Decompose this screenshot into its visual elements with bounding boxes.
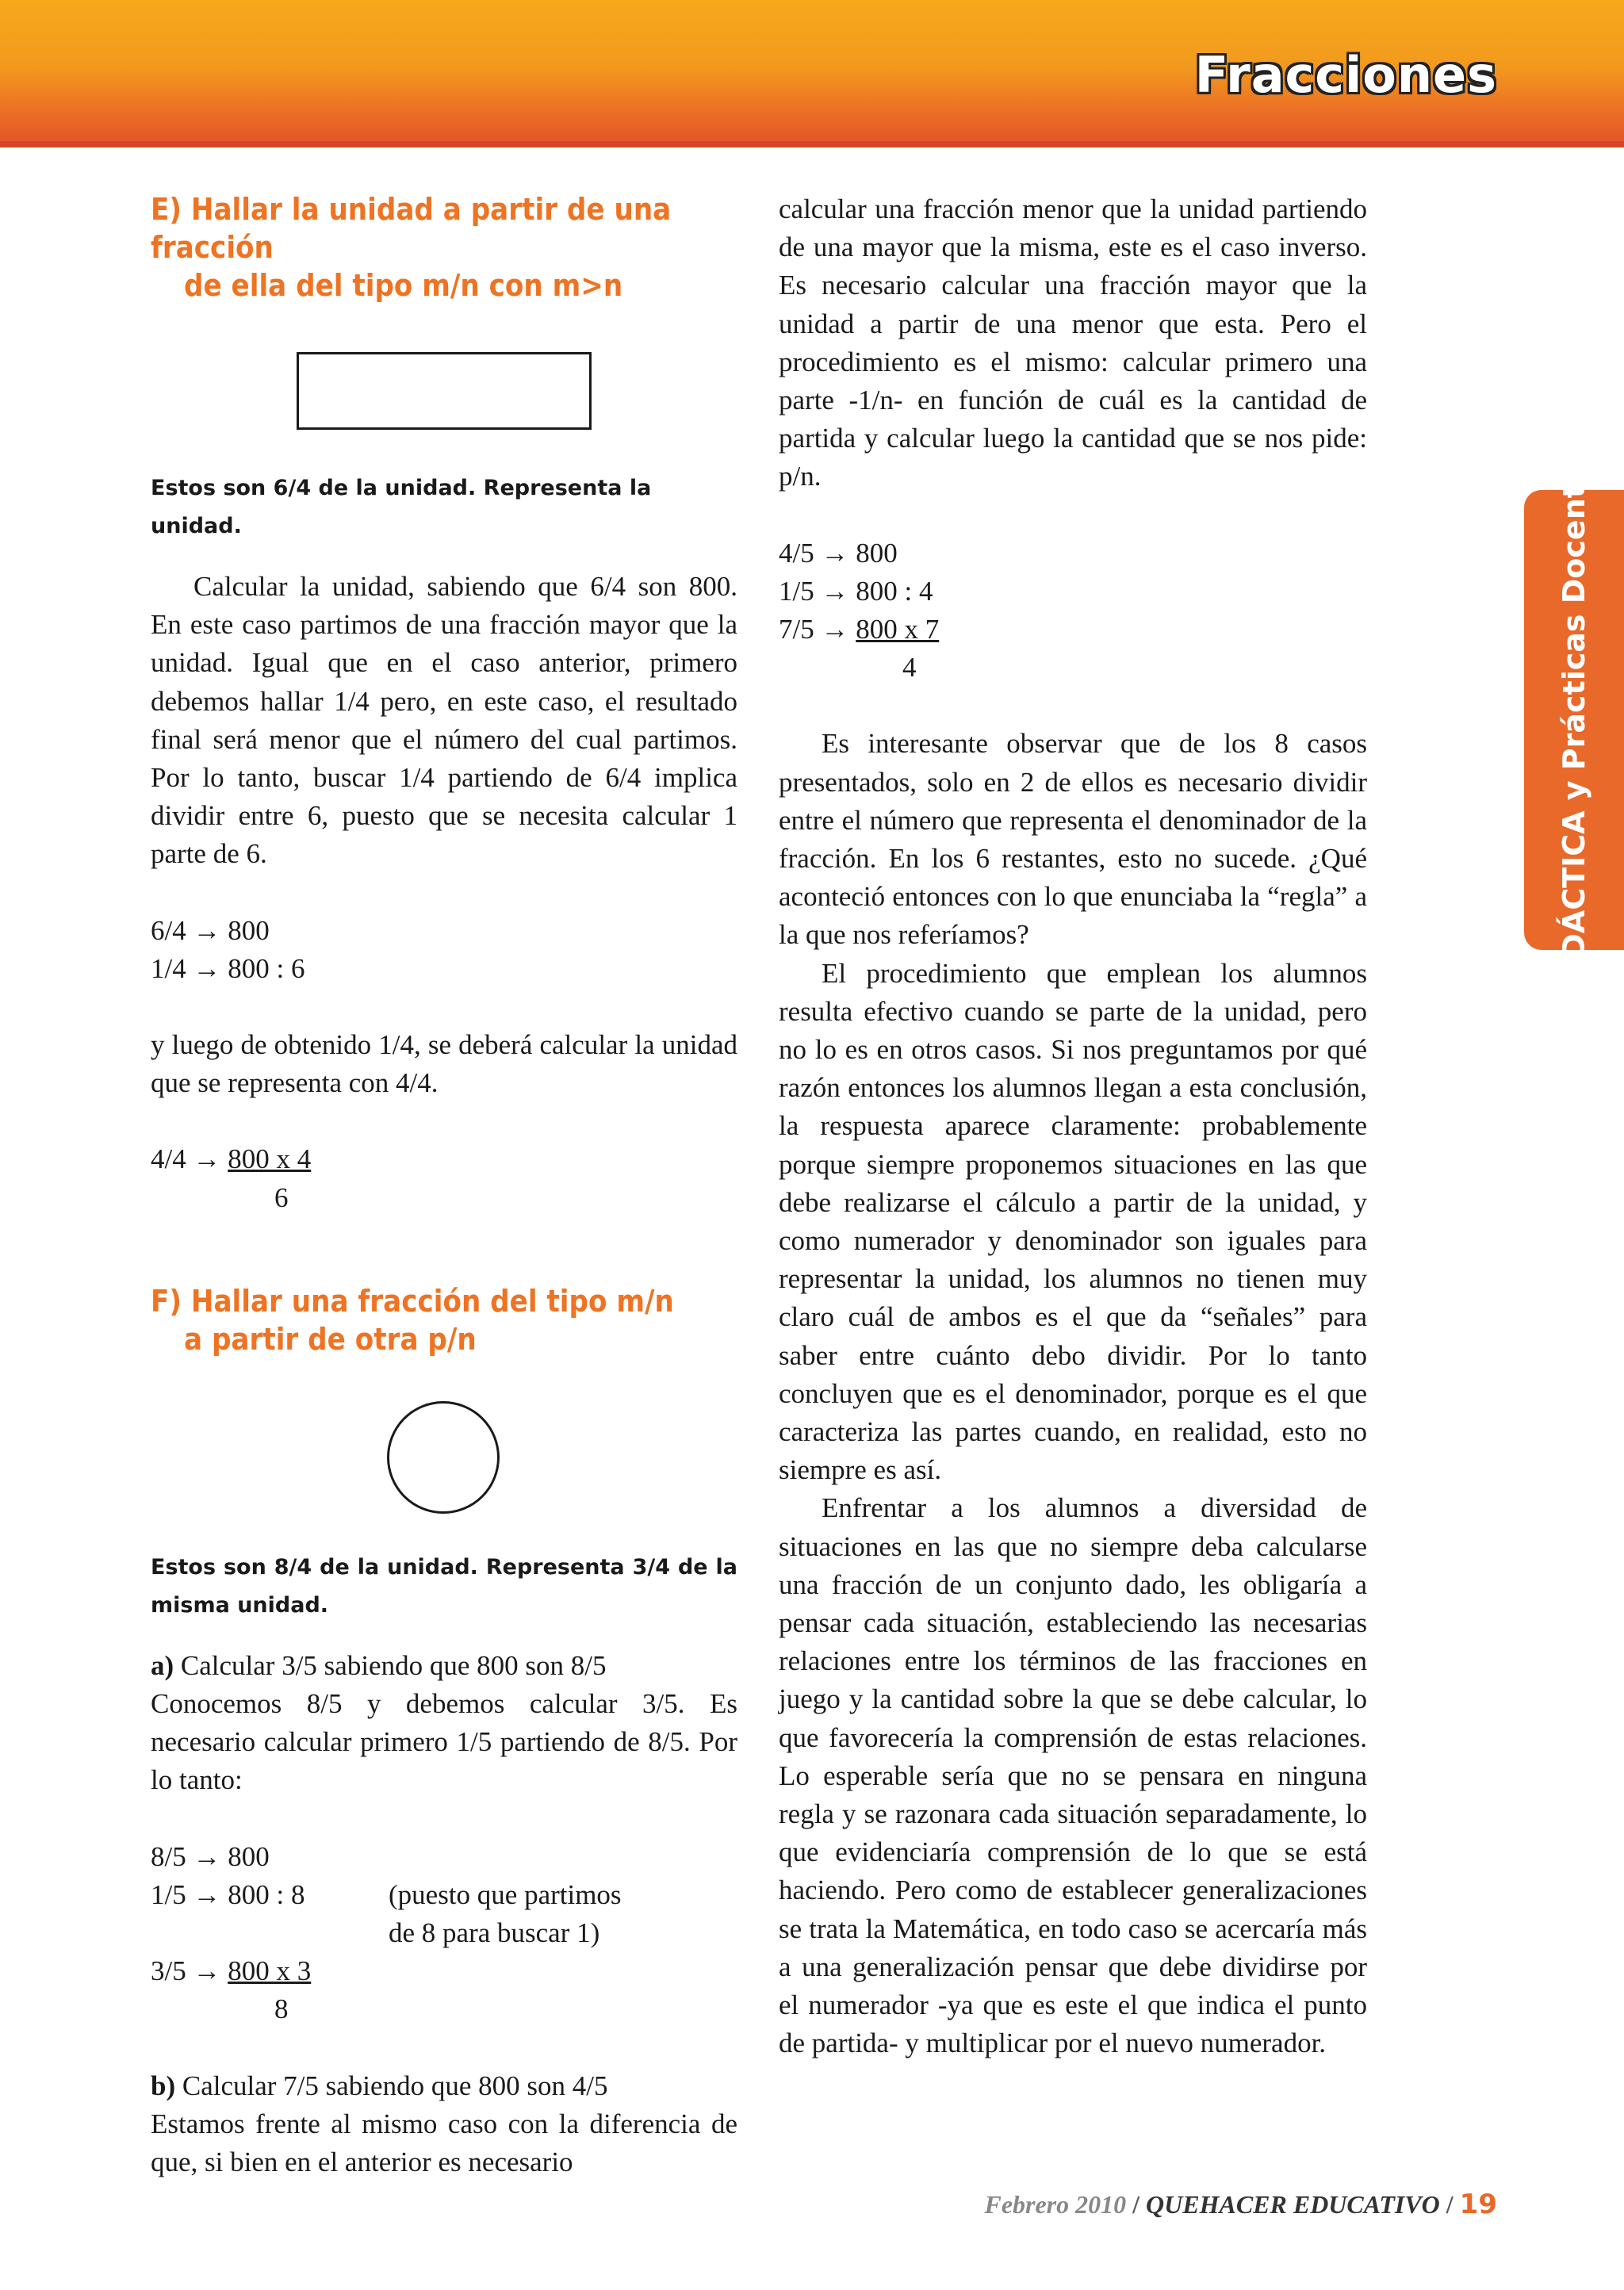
- unit-rectangle: [297, 352, 592, 430]
- item-a-title-text: Calcular 3/5 sabiendo que 800 son 8/5: [174, 1649, 607, 1681]
- calc-e1: [151, 912, 737, 988]
- calc-denominator: 6: [274, 1181, 289, 1213]
- item-b-title-text: Calcular 7/5 sabiendo que 800 son 4/5: [175, 2070, 608, 2101]
- header-band-line: [0, 141, 1624, 147]
- heading-e: [151, 190, 737, 304]
- calc-prefix: 4/4 →: [151, 1143, 228, 1175]
- page-footer: [984, 2189, 1497, 2220]
- heading-f-line2: a partir de otra p/n: [184, 1321, 477, 1357]
- item-a-label: a): [151, 1649, 174, 1681]
- calc-row: [151, 1876, 737, 1914]
- calc-row: [151, 1914, 737, 1952]
- footer-separator: /: [1126, 2190, 1147, 2219]
- heading-f-line1: F) Hallar una fracción del tipo m/n: [151, 1283, 674, 1319]
- item-b-text: Estamos frente al mismo caso con la diferencia de que, si bien en el anterior es necesario: [151, 2108, 737, 2177]
- paragraph-r3: El procedimiento que emplean los alumnos resulta efectivo cuando se parte de la unidad, pero no lo es en otros casos. Si nos preguntamos por qué razón entonces los alumnos llegan a esta conclusión, la respuesta aparece claramente: probablemente porque siempre proponemos situaciones en las que debe realizarse el cálculo a partir de la unidad, y como numerador y denominador son iguales para representar la unidad, los alumnos no tienen muy claro cuál de ambos es el que da “señales” para saber entre cuánto debo dividir. Por lo tanto concluyen que es el denominador, porque es el que caracteriza las partes cuando, en realidad, esto no siempre es así.: [779, 957, 1367, 1486]
- item-b-label: b): [151, 2070, 176, 2101]
- left-column: [151, 190, 737, 2181]
- calc-note-1: (puesto que partimos: [389, 1878, 622, 1910]
- calc-numerator: 800 x 4: [228, 1143, 312, 1175]
- calc-row: 4/5 → 800: [779, 537, 898, 569]
- footer-magazine: QUEHACER EDUCATIVO: [1146, 2190, 1440, 2219]
- page-number: 19: [1459, 2189, 1497, 2220]
- heading-e-line2: de ella del tipo m/n con m>n: [184, 268, 623, 303]
- calc-numerator: 800 x 3: [228, 1955, 312, 1987]
- side-tab: [1524, 445, 1624, 995]
- calc-e2: [151, 1140, 737, 1216]
- item-a-title: [151, 1647, 737, 1685]
- section-title: Fracciones: [1194, 46, 1497, 104]
- calc-row: 6/4 → 800: [151, 914, 270, 946]
- paragraph-r4: Enfrentar a los alumnos a diversidad de situaciones en las que no siempre deba calcularse una fracción de un conjunto dado, les obligaría a pensar cada situación, estableciendo las necesarias relaciones entre los términos de las fracciones en juego y la cantidad sobre la que se debe calcular, lo que favorecería la comprensión de estas relaciones. Lo esperable sería que no se pensara en ninguna regla y se razonara cada situación separadamente, lo que evidenciaría comprensión de lo que se está haciendo. Pero como de establecer generalizaciones se trata la Matemática, en todo caso se acercaría más a una generalización pensar que debe dividirse por el numerador -ya que es este el que indica el punto de partida- y multiplicar por el nuevo numerador.: [779, 1492, 1367, 2059]
- paragraph-r1: calcular una fracción menor que la unidad partiendo de una mayor que la misma, este es el caso inverso. Es necesario calcular una fracción mayor que la unidad a partir de una menor que esta. Pero el procedimiento es el mismo: calcular primero una parte -1/n- en función de cuál es la cantidad de partida y calcular luego la cantidad que se nos pide: p/n.: [779, 193, 1367, 492]
- caption-f: Estos son 8/4 de la unidad. Representa 3/4 de la misma unidad.: [151, 1554, 737, 1618]
- calc-row: 8/5 → 800: [151, 1840, 270, 1872]
- calc-row-text: 1/5 → 800 : 8: [151, 1878, 305, 1910]
- calc-note-2: de 8 para buscar 1): [389, 1917, 600, 1948]
- paragraph-e2: y luego de obtenido 1/4, se deberá calcular la unidad que se representa con 4/4.: [151, 1029, 737, 1099]
- calc-b: [779, 534, 1367, 687]
- calc-a: [151, 1838, 737, 2029]
- calc-row: 1/4 → 800 : 6: [151, 952, 305, 984]
- calc-denominator: 4: [902, 652, 917, 684]
- unit-circle: [387, 1401, 500, 1514]
- heading-e-line1: E) Hallar la unidad a partir de una fracción: [151, 192, 672, 265]
- footer-separator-2: /: [1439, 2190, 1460, 2219]
- calc-prefix: 3/5 →: [151, 1955, 228, 1987]
- paragraph-r2: Es interesante observar que de los 8 casos presentados, solo en 2 de ellos es necesario dividir entre el número que representa el denominador de la fracción. En los 6 restantes, esto no sucede. ¿Qué aconteció entonces con lo que enunciaba la “regla” a la que nos referíamos?: [779, 728, 1367, 951]
- caption-e: Estos son 6/4 de la unidad. Representa la unidad.: [151, 476, 652, 538]
- right-column: [779, 190, 1367, 2062]
- footer-date: Febrero 2010: [984, 2190, 1127, 2219]
- calc-row: 1/5 → 800 : 4: [779, 575, 933, 607]
- side-tab-label: DIDÁCTICA y Prácticas Docentes: [1557, 445, 1591, 995]
- calc-prefix: 7/5 →: [779, 614, 856, 645]
- calc-numerator: 800 x 7: [856, 614, 940, 645]
- paragraph-e1: Calcular la unidad, sabiendo que 6/4 son 800. En este caso partimos de una fracción mayor que la unidad. Igual que en el caso anterior, primero debemos hallar 1/4 pero, en este caso, el resultado final será menor que el número del cual partimos. Por lo tanto, buscar 1/4 partiendo de 6/4 implica dividir entre 6, puesto que se necesita calcular 1 parte de 6.: [151, 571, 737, 870]
- item-b-title: [151, 2067, 737, 2105]
- heading-f: [151, 1282, 737, 1358]
- calc-denominator: 8: [274, 1993, 289, 2025]
- item-a-text: Conocemos 8/5 y debemos calcular 3/5. Es necesario calcular primero 1/5 partiendo de 8/5. Por lo tanto:: [151, 1687, 737, 1796]
